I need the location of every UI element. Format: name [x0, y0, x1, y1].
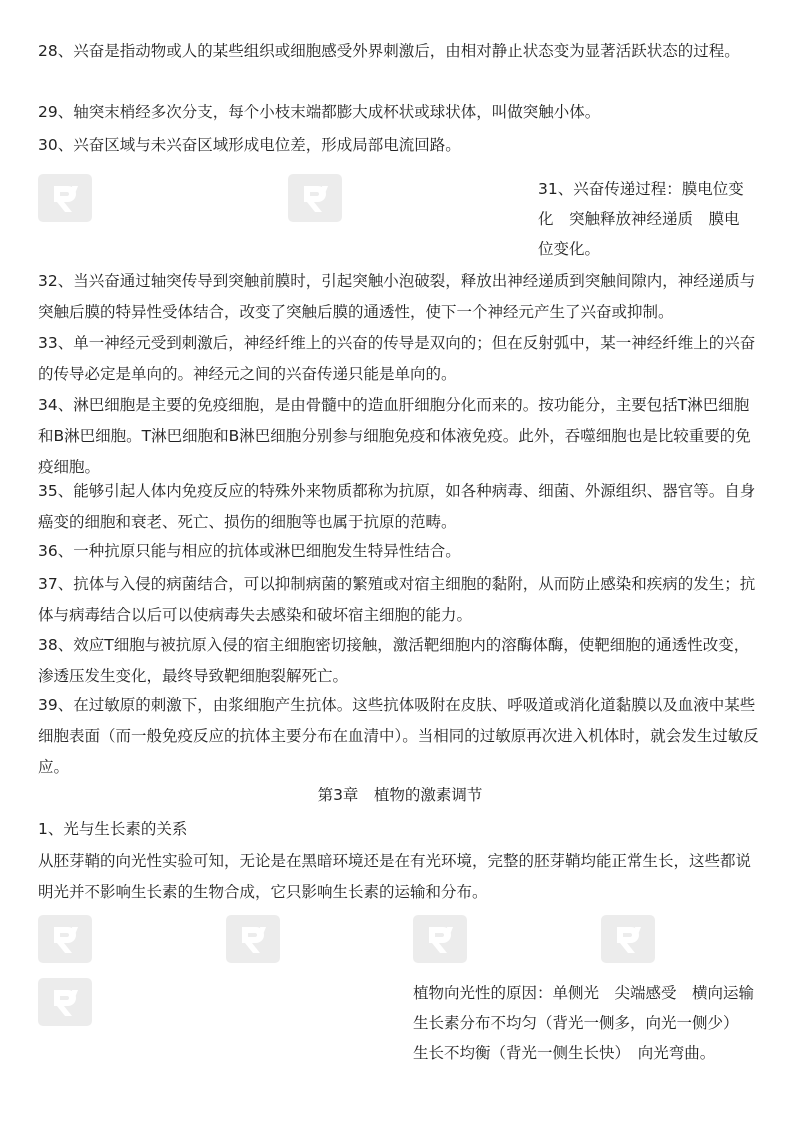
image-placeholder-icon — [38, 915, 92, 963]
image-placeholder-icon — [601, 915, 655, 963]
chapter-title: 第3章 植物的激素调节 — [317, 786, 483, 804]
item-30: 30、兴奋区域与未兴奋区域形成电位差，形成局部电流回路。 — [38, 136, 461, 154]
item-35: 35、能够引起人体内免疫反应的特殊外来物质都称为抗原，如各种病毒、细菌、外源组织、器官等。自身癌变的细胞和衰老、死亡、损伤的细胞等也属于抗原的范畴。 — [38, 482, 756, 531]
item-34: 34、淋巴细胞是主要的免疫细胞，是由骨髓中的造血肝细胞分化而来的。按功能分，主要包括T淋巴细胞和B淋巴细胞。T淋巴细胞和B淋巴细胞分别参与细胞免疫和体液免疫。此外，吞噬细胞也是比较重要的免疫细胞。 — [38, 396, 751, 476]
section-body: 从胚芽鞘的向光性实验可知，无论是在黑暗环境还是在有光环境，完整的胚芽鞘均能正常生长，这些都说明光并不影响生长素的生物合成，它只影响生长素的运输和分布。 — [38, 852, 752, 901]
item-38: 38、效应T细胞与被抗原入侵的宿主细胞密切接触，激活靶细胞内的溶酶体酶，使靶细胞的通透性改变，渗透压发生变化，最终导致靶细胞裂解死亡。 — [38, 636, 750, 685]
item-39: 39、在过敏原的刺激下，由浆细胞产生抗体。这些抗体吸附在皮肤、呼吸道或消化道黏膜以及血液中某些细胞表面（而一般免疫反应的抗体主要分布在血清中）。当相同的过敏原再次进入机体时，就会发生过敏反应。 — [38, 696, 759, 776]
image-placeholder-icon — [38, 978, 92, 1026]
item-29: 29、轴突末梢经多次分支，每个小枝末端都膨大成杯状或球状体，叫做突触小体。 — [38, 103, 601, 121]
phototropism-note: 植物向光性的原因：单侧光 尖端感受 横向运输 生长素分布不均匀（背光一侧多，向光一侧少） 生长不均衡（背光一侧生长快） 向光弯曲。 — [413, 984, 770, 1062]
item-37: 37、抗体与入侵的病菌结合，可以抑制病菌的繁殖或对宿主细胞的黏附，从而防止感染和疾病的发生；抗体与病毒结合以后可以使病毒失去感染和破坏宿主细胞的能力。 — [38, 575, 756, 624]
item-32: 32、当兴奋通过轴突传导到突触前膜时，引起突触小泡破裂，释放出神经递质到突触间隙内，神经递质与突触后膜的特异性受体结合，改变了突触后膜的通透性，使下一个神经元产生了兴奋或抑制。 — [38, 272, 756, 321]
item-33: 33、单一神经元受到刺激后，神经纤维上的兴奋的传导是双向的；但在反射弧中，某一神经纤维上的兴奋的传导必定是单向的。神经元之间的兴奋传递只能是单向的。 — [38, 334, 756, 383]
item-31: 31、兴奋传递过程：膜电位变化 突触释放神经递质 膜电位变化。 — [538, 180, 744, 258]
section-heading: 1、光与生长素的关系 — [38, 820, 188, 838]
item-36: 36、一种抗原只能与相应的抗体或淋巴细胞发生特异性结合。 — [38, 542, 461, 560]
item-28: 28、兴奋是指动物或人的某些组织或细胞感受外界刺激后，由相对静止状态变为显著活跃状态的过程。 — [38, 42, 740, 60]
image-placeholder-icon — [226, 915, 280, 963]
image-placeholder-icon — [288, 174, 342, 222]
image-placeholder-icon — [38, 174, 92, 222]
image-placeholder-icon — [413, 915, 467, 963]
